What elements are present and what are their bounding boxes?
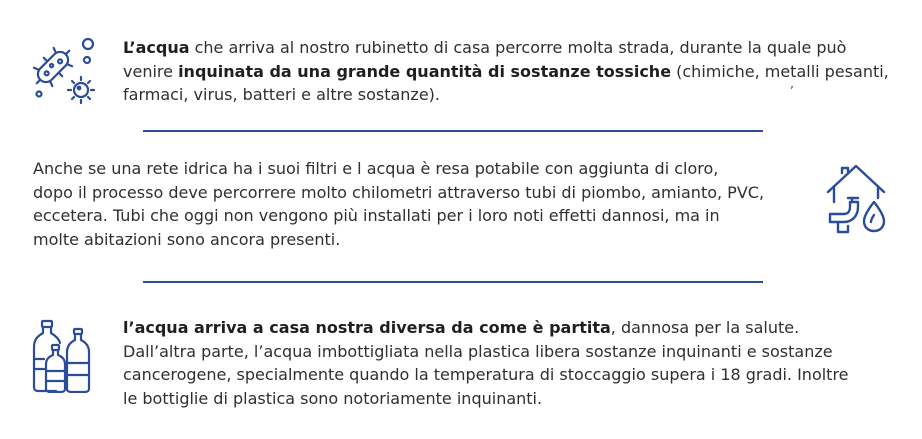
body-text: dopo il processo deve percorrere molto chilometri attraverso tubi di piombo, amianto, PVC, [33, 182, 765, 202]
highlight-text: L’acqua [123, 38, 190, 57]
paragraph-bottled-water [123, 316, 849, 410]
body-text: Dall’altra parte, l’acqua imbottigliata nella plastica libera sostanze inquinanti e sostanze [123, 341, 833, 361]
body-text: che arriva al nostro rubinetto di casa percorre molta strada, durante la quale può [189, 38, 847, 57]
body-text: cancerogene, specialmente quando la temperatura di stoccaggio supera i 18 gradi. Inoltre [123, 365, 849, 384]
highlight-text: l’acqua arriva a casa nostra diversa da come è partita [123, 318, 611, 337]
body-text: eccetera. Tubi che oggi non vengono più installati per i loro noti effetti dannosi, ma in [33, 206, 720, 225]
body-text: farmaci, virus, batteri e altre sostanze). [123, 85, 440, 104]
paragraph-water-journey [123, 36, 889, 107]
body-text: le bottiglie di plastica sono notoriamente inquinanti. [123, 388, 543, 408]
house-water-tap-icon [822, 158, 892, 236]
body-text: molte abitazioni sono ancora presenti. [33, 229, 341, 249]
body-text: venire [123, 61, 179, 81]
bacteria-icon [26, 30, 100, 104]
body-text: (chimiche, metalli pesanti, [671, 61, 889, 81]
body-text: Anche se una rete idrica ha i suoi filtri e l acqua è resa potabile con aggiunta di cloro, [33, 159, 719, 178]
paragraph-water-network [33, 157, 764, 251]
highlight-text: inquinata da una grande quantità di sostanze tossiche [178, 61, 672, 81]
plastic-bottles-icon [32, 319, 102, 393]
body-text: , dannosa per la salute. [610, 318, 800, 337]
stray-mark: ’ [790, 84, 794, 98]
section-divider [143, 281, 763, 283]
section-divider [143, 130, 763, 132]
